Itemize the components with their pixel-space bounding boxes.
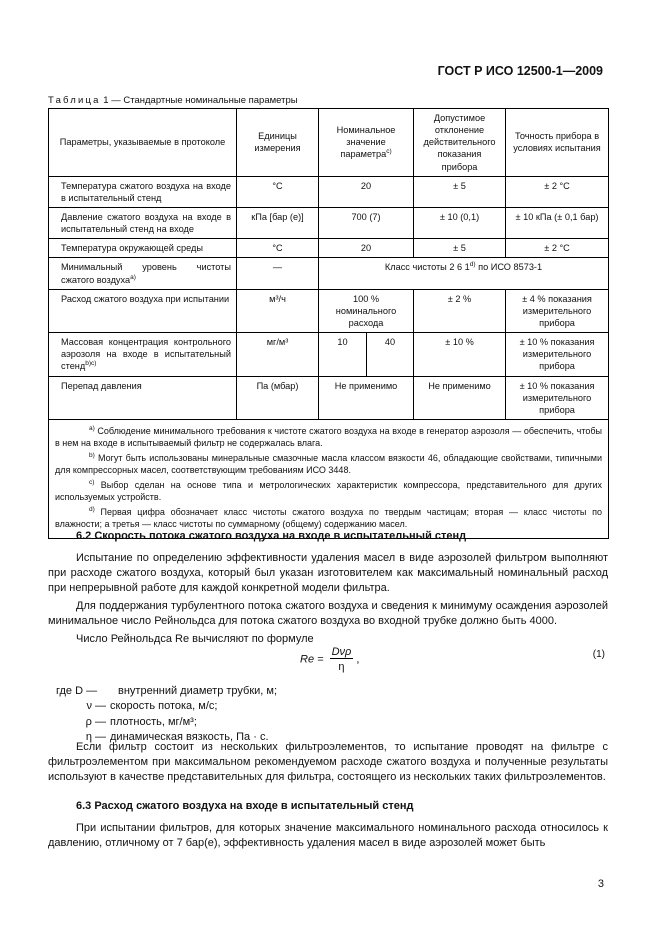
- table-row: [49, 239, 609, 258]
- table-row: [49, 207, 609, 238]
- paragraph: Число Рейнольдса Re вычисляют по формуле: [76, 633, 314, 646]
- row-param: Температура окружающей среды: [49, 239, 237, 258]
- footnote-text: Могут быть использованы минеральные смазочные масла классом вязкости 46, обладающие свойствами, типичными для компрессорных масел, соответствующим требованиям ИСО 3448.: [55, 452, 603, 475]
- formula-denominator: η: [338, 661, 345, 673]
- page-number: 3: [597, 878, 604, 890]
- row-unit: °C: [237, 239, 319, 258]
- document-code: ГОСТ Р ИСО 12500-1—2009: [437, 64, 603, 78]
- table-row: [49, 176, 609, 207]
- row-merged-class: [319, 258, 609, 289]
- row-tolerance: ± 5: [414, 176, 506, 207]
- row-param: Давление сжатого воздуха на входе в испытательный стенд на входе: [49, 207, 237, 238]
- paragraph: При испытании фильтров, для которых значение максимального номинального расхода относилось к давлению, отличному от 7 бар(е), эффективность удаления масел в виде аэрозолей может быть: [48, 822, 608, 850]
- row-nominal: 20: [319, 239, 414, 258]
- footnote-text: Выбор сделан на основе типа и метрологических характеристик компрессора, представительного для других используемых устройств.: [55, 479, 603, 502]
- formula-fraction: [330, 646, 354, 673]
- header-accuracy: Точность прибора в условиях испытания: [506, 109, 609, 177]
- row-param: Температура сжатого воздуха на входе в испытательный стенд: [49, 176, 237, 207]
- definition-text: плотность, мг/м³;: [110, 715, 197, 728]
- row-param: [49, 258, 237, 289]
- row-accuracy: ± 4 % показания измерительного прибора: [506, 289, 609, 332]
- definition-symbol: ν —: [86, 700, 106, 713]
- definition-symbol: где D —: [56, 685, 98, 697]
- row-nominal: 20: [319, 176, 414, 207]
- parameters-table: [48, 108, 609, 539]
- table-footnotes: [49, 419, 609, 538]
- row-param-sup: a): [130, 273, 136, 281]
- table-header-row: [49, 109, 609, 177]
- row-tolerance: ± 2 %: [414, 289, 506, 332]
- merged-class-sup: d): [469, 261, 476, 269]
- definition-text: скорость потока, м/с;: [110, 700, 218, 713]
- table-row: [49, 258, 609, 289]
- row-accuracy: ± 10 % показания измерительного прибора: [506, 333, 609, 376]
- row-accuracy: ± 2 °C: [506, 239, 609, 258]
- definition-row: [56, 684, 277, 699]
- paragraph: Если фильтр состоит из нескольких фильтроэлементов, то испытание проводят на фильтре с фильтроэлементом при максимальном рекомендуемом расходе сжатого воздуха и полученные результаты используют в качестве представительных для фильтра, состоящего из нескольких таких фильтроэлементов.: [48, 741, 608, 784]
- formula-numerator: Dνρ: [331, 646, 352, 658]
- footnote: [55, 453, 602, 477]
- section-heading: 6.3 Расход сжатого воздуха на входе в испытательный стенд: [76, 800, 414, 812]
- formula-lhs: Re =: [300, 653, 324, 666]
- merged-class-text: Класс чистоты 2 6 1: [384, 262, 470, 273]
- footnote-text: Первая цифра обозначает класс чистоты сжатого воздуха по твердым частицам; вторая — класс чистоты по влажности; а третья — класс чистоты по суммарному (общему) содержанию масел.: [55, 506, 603, 529]
- row-param: [49, 333, 237, 376]
- row-accuracy: ± 2 °C: [506, 176, 609, 207]
- row-unit: Па (мбар): [237, 376, 319, 419]
- section-6-3: [48, 799, 608, 851]
- table-caption-word: Таблица: [48, 95, 101, 106]
- table-footnotes-row: [49, 419, 609, 538]
- header-nominal-sup: c): [386, 148, 392, 156]
- merged-class-standard: по ИСО 8573-1: [475, 262, 543, 273]
- formula-definitions: [56, 684, 277, 745]
- row-unit: м³/ч: [237, 289, 319, 332]
- footnote: [55, 507, 602, 531]
- definition-text: динамическая вязкость, Па · с.: [110, 730, 269, 743]
- footnote-mark: c): [89, 478, 95, 486]
- table-caption-text: 1 — Стандартные номинальные параметры: [100, 95, 298, 106]
- row-accuracy: ± 10 кПа (± 0,1 бар): [506, 207, 609, 238]
- row-tolerance: ± 10 %: [414, 333, 506, 376]
- footnote-mark: a): [89, 424, 95, 432]
- row-tolerance: Не применимо: [414, 376, 506, 419]
- formula-end: ,: [356, 653, 360, 666]
- footnote-text: Соблюдение минимального требования к чистоте сжатого воздуха на входе в генератор аэрозоля — обеспечить, чтобы в нем на входе в испытываемый фильтр не содержалась влага.: [55, 425, 603, 448]
- row-nominal-b: 40: [367, 333, 414, 376]
- header-units: Единицы измерения: [237, 109, 319, 177]
- row-nominal: 700 (7): [319, 207, 414, 238]
- section-6-2: [48, 529, 608, 647]
- paragraph: Испытание по определению эффективности удаления масел в виде аэрозолей фильтром выполняют при расходе сжатого воздуха, который был указан изготовителем как максимальный номинальный расход при непрерывной работе для каждой конкретной модели фильтра.: [48, 552, 608, 595]
- row-accuracy: ± 10 % показания измерительного прибора: [506, 376, 609, 419]
- row-param-text: Минимальный уровень чистоты сжатого воздуха: [61, 262, 231, 285]
- footnote: [55, 480, 602, 504]
- definition-symbol: ρ —: [85, 715, 106, 728]
- row-param-sup: b)c): [85, 360, 97, 368]
- section-heading: 6.2 Скорость потока сжатого воздуха на входе в испытательный стенд: [76, 530, 467, 542]
- table-row: [49, 333, 609, 376]
- row-unit: мг/м³: [237, 333, 319, 376]
- reynolds-formula: [300, 646, 359, 673]
- definition-text: внутренний диаметр трубки, м;: [118, 685, 278, 697]
- equation-number: (1): [592, 649, 605, 660]
- header-params: Параметры, указываемые в протоколе: [49, 109, 237, 177]
- footnote-mark: b): [89, 451, 95, 459]
- table-caption: [48, 95, 298, 106]
- header-nominal-text: Номинальное значение параметра: [336, 125, 396, 160]
- row-unit: °C: [237, 176, 319, 207]
- definition-symbol: η —: [85, 730, 106, 743]
- definition-row: [56, 715, 277, 730]
- row-param: Перепад давления: [49, 376, 237, 419]
- row-tolerance: ± 5: [414, 239, 506, 258]
- row-nominal-a: 10: [319, 333, 367, 376]
- table-row: [49, 376, 609, 419]
- header-nominal: [319, 109, 414, 177]
- row-unit: —: [237, 258, 319, 289]
- section-6-2-continued: [48, 740, 608, 785]
- row-param-text: Массовая концентрация контрольного аэрозоля на входе в испытательный стенд: [61, 337, 231, 372]
- footnote: [55, 426, 602, 450]
- row-param: Расход сжатого воздуха при испытании: [49, 289, 237, 332]
- row-unit: кПа [бар (е)]: [237, 207, 319, 238]
- paragraph: Для поддержания турбулентного потока сжатого воздуха и сведения к минимуму осаждения аэрозолей минимальное число Рейнольдса для потока сжатого воздуха во входной трубке должно быть 4000.: [48, 600, 608, 628]
- header-tolerance: Допустимое отклонение действительного показания прибора: [414, 109, 506, 177]
- table-row: [49, 289, 609, 332]
- row-tolerance: ± 10 (0,1): [414, 207, 506, 238]
- footnote-mark: d): [89, 505, 95, 513]
- row-nominal: Не применимо: [319, 376, 414, 419]
- definition-row: [56, 699, 277, 714]
- row-nominal: 100 % номинального расхода: [319, 289, 414, 332]
